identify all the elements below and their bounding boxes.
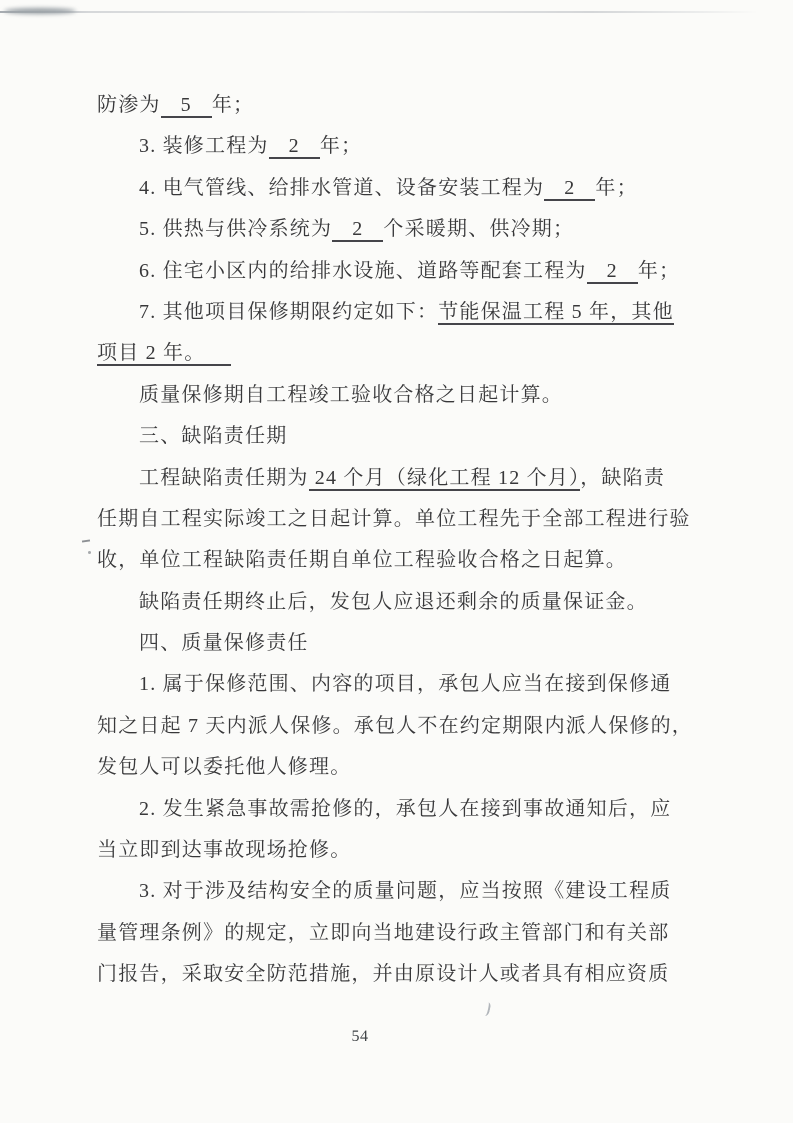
text-line-defect-period — [97, 458, 722, 499]
text-segment: 年； — [637, 259, 681, 282]
text-segment: 1. 属于保修范围、内容的项目，承包人应当在接到保修通 — [139, 673, 672, 696]
text-segment: 3. 装修工程为 — [139, 135, 269, 158]
text-line-clause-1-continued — [97, 706, 722, 747]
text-line-clause-2-continued — [97, 830, 722, 871]
underlined-fill-text: 项目 2 年。 — [97, 342, 231, 366]
text-segment: 5. 供热与供冷系统为 — [139, 218, 333, 241]
text-segment: 发包人可以委托他人修理。 — [97, 756, 352, 779]
scan-speck — [82, 539, 90, 542]
contract-body-text — [97, 85, 722, 996]
text-line-clause-3-continued-2 — [97, 954, 722, 995]
scan-smudge-artifact — [4, 8, 76, 14]
text-line-clause-2 — [97, 789, 722, 830]
text-segment: 缺陷责任期终止后，发包人应退还剩余的质量保证金。 — [139, 590, 648, 613]
text-segment: 年； — [595, 176, 638, 199]
text-line-item-7-continued — [97, 333, 722, 374]
text-line-item-6-residential — [97, 251, 722, 292]
scan-squiggle-artifact — [481, 1001, 492, 1016]
text-line-clause-1-continued-2 — [97, 747, 722, 788]
blank-fill-value: 2 — [332, 218, 383, 242]
text-segment: 门报告，采取安全防范措施，并由原设计人或者具有相应资质 — [97, 963, 670, 986]
text-segment: 收，单位工程缺陷责任期自单位工程验收合格之日起算。 — [97, 549, 627, 572]
text-segment: 防渗为 — [97, 94, 161, 116]
section-heading-defect-liability — [97, 416, 722, 457]
text-segment: 任期自工程实际竣工之日起计算。单位工程先于全部工程进行验 — [97, 507, 691, 530]
text-line-item-5-heating — [97, 209, 722, 250]
text-segment: 4. 电气管线、给排水管道、设备安装工程为 — [139, 176, 545, 199]
text-segment: 7. 其他项目保修期限约定如下： — [139, 300, 439, 323]
text-line-item-3-decoration — [97, 126, 722, 167]
text-segment: 量管理条例》的规定，立即向当地建设行政主管部门和有关部 — [97, 921, 670, 944]
scan-speck — [88, 551, 91, 554]
blank-fill-value: 2 — [587, 260, 638, 284]
underlined-fill-text: 节能保温工程 5 年，其他 — [438, 300, 674, 323]
page-number: 54 — [351, 1028, 369, 1045]
text-line-item-7-other — [97, 292, 722, 333]
text-segment: 三、缺陷责任期 — [139, 425, 288, 448]
text-segment: 年； — [211, 94, 255, 116]
text-segment: 6. 住宅小区内的给排水设施、道路等配套工程为 — [139, 259, 587, 282]
section-heading-warranty-responsibility — [97, 623, 722, 664]
text-segment: 3. 对于涉及结构安全的质量问题，应当按照《建设工程质 — [139, 880, 672, 903]
text-line-clause-3-continued — [97, 913, 722, 954]
text-segment: 工程缺陷责任期为 — [139, 466, 309, 489]
text-line-clause-3 — [97, 871, 722, 912]
text-segment: 2. 发生紧急事故需抢修的，承包人在接到事故通知后，应 — [139, 797, 672, 820]
text-line-warranty-start — [97, 375, 722, 416]
underlined-fill-text: 24 个月（绿化工程 12 个月） — [308, 466, 581, 489]
text-line-waterproofing-years — [97, 85, 722, 126]
text-segment: 四、质量保修责任 — [139, 632, 309, 655]
blank-fill-value: 2 — [544, 177, 595, 201]
text-line-defect-period-continued-2 — [97, 540, 722, 581]
text-segment: ，缺陷责 — [580, 466, 666, 489]
text-line-defect-period-continued — [97, 499, 722, 540]
text-line-deposit-return — [97, 582, 722, 623]
text-line-clause-1 — [97, 664, 722, 705]
text-line-item-4-electrical — [97, 168, 722, 209]
scan-edge-artifact — [0, 11, 758, 13]
blank-fill-value: 2 — [269, 135, 320, 159]
text-segment: 当立即到达事故现场抢修。 — [97, 839, 352, 862]
text-segment: 知之日起 7 天内派人保修。承包人不在约定期限内派人保修的， — [97, 714, 693, 737]
text-segment: 个采暖期、供冷期； — [383, 218, 575, 241]
blank-fill-value: 5 — [161, 94, 212, 118]
text-segment: 质量保修期自工程竣工验收合格之日起计算。 — [139, 383, 563, 406]
text-segment: 年； — [319, 135, 363, 158]
